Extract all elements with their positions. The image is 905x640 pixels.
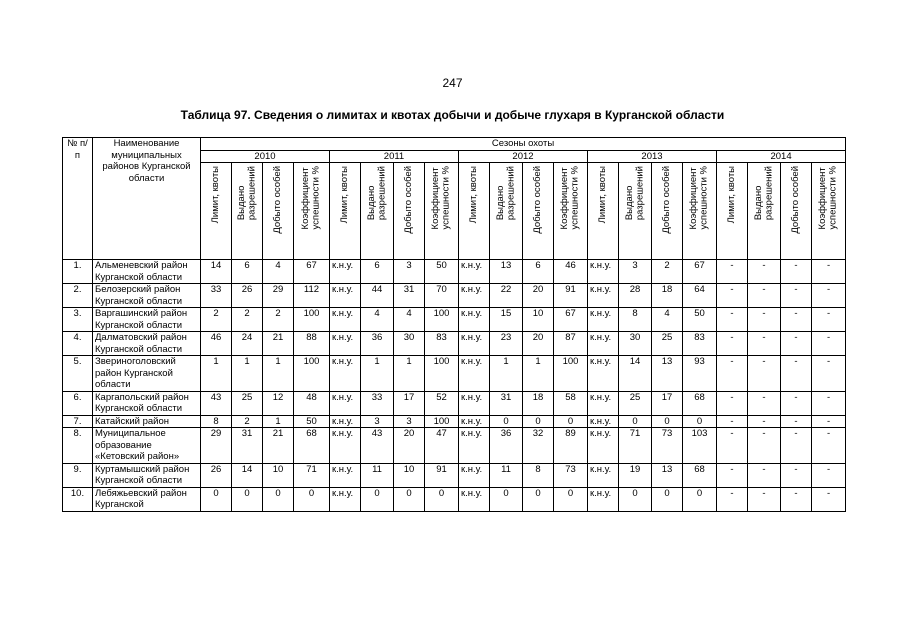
table-cell: 10 <box>263 463 294 487</box>
table-cell: 24 <box>232 332 263 356</box>
table-cell: - <box>748 463 781 487</box>
table-cell: 43 <box>361 428 394 464</box>
district-name: Лебяжьевский район Курганской <box>93 487 201 511</box>
table-cell: к.н.у. <box>459 308 490 332</box>
table-cell: 68 <box>683 463 717 487</box>
table-cell: 11 <box>361 463 394 487</box>
table-row <box>63 332 846 356</box>
table-cell: 67 <box>554 308 588 332</box>
district-name: Альменевский район Курганской области <box>93 260 201 284</box>
table-cell: к.н.у. <box>459 487 490 511</box>
table-cell: 10 <box>523 308 554 332</box>
table-cell: 100 <box>425 415 459 428</box>
table-cell: 29 <box>201 428 232 464</box>
table-cell: - <box>812 356 846 392</box>
table-cell: 3 <box>394 415 425 428</box>
table-cell: 88 <box>294 332 330 356</box>
table-cell: 8 <box>201 415 232 428</box>
table-cell: 100 <box>425 308 459 332</box>
table-cell: 26 <box>232 284 263 308</box>
table-cell: 14 <box>232 463 263 487</box>
table-cell: 3 <box>619 260 652 284</box>
header-metric: Выдано разрешений <box>232 163 263 260</box>
table-cell: 43 <box>201 391 232 415</box>
table-cell: 0 <box>232 487 263 511</box>
table-cell: к.н.у. <box>459 463 490 487</box>
table-cell: к.н.у. <box>588 428 619 464</box>
table-cell: 0 <box>619 487 652 511</box>
table-cell: - <box>781 463 812 487</box>
table-cell: 21 <box>263 332 294 356</box>
table-cell: - <box>717 391 748 415</box>
row-number: 8. <box>63 428 93 464</box>
table-row <box>63 284 846 308</box>
table-cell: к.н.у. <box>588 308 619 332</box>
table-cell: к.н.у. <box>459 415 490 428</box>
table-cell: - <box>717 463 748 487</box>
table-cell: - <box>812 463 846 487</box>
table-cell: - <box>812 391 846 415</box>
table-cell: 20 <box>523 332 554 356</box>
table-cell: 6 <box>523 260 554 284</box>
table-cell: 64 <box>683 284 717 308</box>
table-cell: - <box>781 391 812 415</box>
table-cell: 25 <box>619 391 652 415</box>
header-metric: Коэффициент успешности % <box>554 163 588 260</box>
table-cell: - <box>748 487 781 511</box>
table-row <box>63 415 846 428</box>
table-cell: 10 <box>394 463 425 487</box>
table-cell: 93 <box>683 356 717 392</box>
header-metric: Лимит, квоты <box>459 163 490 260</box>
table-cell: 13 <box>652 356 683 392</box>
table-cell: 67 <box>683 260 717 284</box>
table-cell: 1 <box>490 356 523 392</box>
table-cell: 71 <box>619 428 652 464</box>
table-cell: к.н.у. <box>588 487 619 511</box>
table-cell: к.н.у. <box>330 356 361 392</box>
table-cell: к.н.у. <box>588 463 619 487</box>
table-cell: - <box>717 308 748 332</box>
table-cell: 1 <box>263 356 294 392</box>
table-cell: - <box>781 415 812 428</box>
table-cell: 25 <box>232 391 263 415</box>
table-cell: к.н.у. <box>459 391 490 415</box>
table-cell: 48 <box>294 391 330 415</box>
table-cell: 0 <box>554 415 588 428</box>
header-metric: Лимит, квоты <box>588 163 619 260</box>
table-cell: 2 <box>652 260 683 284</box>
header-seasons: Сезоны охоты <box>201 138 846 151</box>
table-cell: 8 <box>523 463 554 487</box>
table-cell: - <box>781 284 812 308</box>
table-cell: 29 <box>263 284 294 308</box>
table-cell: к.н.у. <box>588 415 619 428</box>
district-name: Каргапольский район Курганской области <box>93 391 201 415</box>
table-cell: 20 <box>523 284 554 308</box>
header-year-2012: 2012 <box>459 150 588 163</box>
table-cell: - <box>717 415 748 428</box>
table-cell: 0 <box>490 487 523 511</box>
table-cell: 58 <box>554 391 588 415</box>
table-cell: - <box>748 415 781 428</box>
table-cell: 0 <box>554 487 588 511</box>
table-cell: 21 <box>263 428 294 464</box>
header-number: № п/п <box>63 138 93 260</box>
table-cell: 28 <box>619 284 652 308</box>
table-cell: 31 <box>232 428 263 464</box>
table-cell: 46 <box>554 260 588 284</box>
table-cell: 1 <box>523 356 554 392</box>
table-cell: - <box>748 308 781 332</box>
district-name: Звериноголовский район Курганской области <box>93 356 201 392</box>
table-cell: 19 <box>619 463 652 487</box>
table-cell: 0 <box>425 487 459 511</box>
table-cell: 33 <box>201 284 232 308</box>
header-metric: Выдано разрешений <box>361 163 394 260</box>
header-metric: Выдано разрешений <box>619 163 652 260</box>
table-cell: к.н.у. <box>330 308 361 332</box>
table-cell: 52 <box>425 391 459 415</box>
table-cell: - <box>748 260 781 284</box>
row-number: 7. <box>63 415 93 428</box>
table-cell: - <box>748 332 781 356</box>
table-cell: к.н.у. <box>330 463 361 487</box>
table-cell: 100 <box>425 356 459 392</box>
district-name: Куртамышский район Курганской области <box>93 463 201 487</box>
table-cell: 47 <box>425 428 459 464</box>
table-cell: 32 <box>523 428 554 464</box>
table-cell: - <box>781 308 812 332</box>
table-cell: 0 <box>683 415 717 428</box>
table-cell: - <box>748 284 781 308</box>
table-cell: 18 <box>523 391 554 415</box>
table-cell: - <box>781 332 812 356</box>
table-cell: к.н.у. <box>588 332 619 356</box>
table-cell: 83 <box>425 332 459 356</box>
header-metric: Добыто особей <box>652 163 683 260</box>
table-cell: 2 <box>263 308 294 332</box>
table-title: Таблица 97. Сведения о лимитах и квотах добычи и добыче глухаря в Курганской области <box>180 108 725 122</box>
header-metric: Лимит, квоты <box>330 163 361 260</box>
table-cell: 0 <box>490 415 523 428</box>
table-cell: - <box>812 428 846 464</box>
table-cell: 14 <box>619 356 652 392</box>
table-cell: 1 <box>201 356 232 392</box>
table-cell: 4 <box>394 308 425 332</box>
table-cell: 103 <box>683 428 717 464</box>
table-cell: - <box>812 284 846 308</box>
table-cell: к.н.у. <box>588 260 619 284</box>
table-cell: 70 <box>425 284 459 308</box>
table-cell: 3 <box>361 415 394 428</box>
table-cell: 2 <box>232 308 263 332</box>
table-cell: 46 <box>201 332 232 356</box>
table-cell: - <box>748 356 781 392</box>
table-cell: к.н.у. <box>330 332 361 356</box>
header-metric: Коэффициент успешности % <box>812 163 846 260</box>
table-cell: 0 <box>394 487 425 511</box>
table-cell: 17 <box>652 391 683 415</box>
table-cell: 6 <box>232 260 263 284</box>
table-cell: 6 <box>361 260 394 284</box>
table-cell: к.н.у. <box>459 356 490 392</box>
table-cell: 91 <box>425 463 459 487</box>
table-cell: к.н.у. <box>330 284 361 308</box>
table-cell: - <box>812 487 846 511</box>
row-number: 1. <box>63 260 93 284</box>
table-cell: - <box>781 356 812 392</box>
table-cell: 25 <box>652 332 683 356</box>
header-metric: Коэффициент успешности % <box>294 163 330 260</box>
table-cell: 0 <box>263 487 294 511</box>
row-number: 2. <box>63 284 93 308</box>
district-name: Далматовский район Курганской области <box>93 332 201 356</box>
table-cell: 30 <box>394 332 425 356</box>
table-cell: - <box>781 260 812 284</box>
table-cell: 0 <box>523 487 554 511</box>
table-row <box>63 487 846 511</box>
table-cell: - <box>717 284 748 308</box>
table-cell: 2 <box>201 308 232 332</box>
table-cell: 100 <box>294 356 330 392</box>
table-cell: 14 <box>201 260 232 284</box>
table-cell: 50 <box>425 260 459 284</box>
table-cell: - <box>717 428 748 464</box>
table-cell: 44 <box>361 284 394 308</box>
table-cell: 0 <box>201 487 232 511</box>
table-cell: к.н.у. <box>330 260 361 284</box>
table-cell: 26 <box>201 463 232 487</box>
table-cell: к.н.у. <box>330 415 361 428</box>
table-cell: - <box>717 332 748 356</box>
header-metric: Добыто особей <box>523 163 554 260</box>
header-year-2010: 2010 <box>201 150 330 163</box>
grouse-limits-table <box>62 137 846 512</box>
table-cell: - <box>812 308 846 332</box>
table-cell: 15 <box>490 308 523 332</box>
header-year-2011: 2011 <box>330 150 459 163</box>
table-cell: 112 <box>294 284 330 308</box>
header-metric: Добыто особей <box>394 163 425 260</box>
table-cell: 0 <box>523 415 554 428</box>
table-row <box>63 428 846 464</box>
table-row <box>63 463 846 487</box>
table-cell: 0 <box>361 487 394 511</box>
table-cell: - <box>812 332 846 356</box>
table-cell: 12 <box>263 391 294 415</box>
table-cell: 2 <box>232 415 263 428</box>
district-name: Варгашинский район Курганской области <box>93 308 201 332</box>
table-cell: 73 <box>652 428 683 464</box>
table-cell: 4 <box>652 308 683 332</box>
table-cell: 31 <box>394 284 425 308</box>
row-number: 5. <box>63 356 93 392</box>
table-cell: - <box>717 487 748 511</box>
table-cell: 33 <box>361 391 394 415</box>
table-cell: к.н.у. <box>588 356 619 392</box>
table-cell: 50 <box>294 415 330 428</box>
district-name: Катайский район <box>93 415 201 428</box>
table-cell: 83 <box>683 332 717 356</box>
row-number: 10. <box>63 487 93 511</box>
header-year-2013: 2013 <box>588 150 717 163</box>
table-cell: 1 <box>263 415 294 428</box>
table-cell: 91 <box>554 284 588 308</box>
table-cell: к.н.у. <box>459 284 490 308</box>
table-cell: 1 <box>394 356 425 392</box>
table-row <box>63 356 846 392</box>
table-cell: к.н.у. <box>459 260 490 284</box>
table-cell: 87 <box>554 332 588 356</box>
table-cell: 20 <box>394 428 425 464</box>
district-name: Белозерский район Курганской области <box>93 284 201 308</box>
table-cell: 100 <box>294 308 330 332</box>
table-cell: 0 <box>294 487 330 511</box>
table-cell: 11 <box>490 463 523 487</box>
header-district-name: Наименование муниципальных районов Курганской области <box>93 138 201 260</box>
table-cell: 13 <box>490 260 523 284</box>
row-number: 3. <box>63 308 93 332</box>
table-cell: 18 <box>652 284 683 308</box>
table-cell: к.н.у. <box>330 391 361 415</box>
table-cell: к.н.у. <box>330 487 361 511</box>
page-number: 247 <box>442 76 463 90</box>
header-metric: Лимит, квоты <box>717 163 748 260</box>
row-number: 6. <box>63 391 93 415</box>
table-cell: к.н.у. <box>459 428 490 464</box>
table-cell: 0 <box>652 487 683 511</box>
table-cell: - <box>812 415 846 428</box>
table-cell: 36 <box>490 428 523 464</box>
table-cell: 67 <box>294 260 330 284</box>
header-row-seasons <box>63 138 846 151</box>
table-cell: - <box>781 487 812 511</box>
row-number: 9. <box>63 463 93 487</box>
header-metric: Добыто особей <box>263 163 294 260</box>
table-cell: 73 <box>554 463 588 487</box>
table-cell: 36 <box>361 332 394 356</box>
table-cell: 22 <box>490 284 523 308</box>
table-cell: к.н.у. <box>459 332 490 356</box>
table-cell: к.н.у. <box>588 391 619 415</box>
table-cell: 68 <box>294 428 330 464</box>
header-metric: Коэффициент успешности % <box>683 163 717 260</box>
district-name: Муниципальное образование «Кетовский район» <box>93 428 201 464</box>
table-cell: 1 <box>232 356 263 392</box>
table-cell: 71 <box>294 463 330 487</box>
table-cell: 0 <box>619 415 652 428</box>
table-cell: 0 <box>652 415 683 428</box>
table-cell: 68 <box>683 391 717 415</box>
table-cell: - <box>748 391 781 415</box>
table-cell: 13 <box>652 463 683 487</box>
table-cell: к.н.у. <box>330 428 361 464</box>
table-cell: 100 <box>554 356 588 392</box>
table-row <box>63 260 846 284</box>
table-cell: - <box>748 428 781 464</box>
table-cell: - <box>781 428 812 464</box>
table-cell: 4 <box>361 308 394 332</box>
table-cell: - <box>812 260 846 284</box>
table-row <box>63 308 846 332</box>
row-number: 4. <box>63 332 93 356</box>
table-cell: 4 <box>263 260 294 284</box>
table-cell: - <box>717 260 748 284</box>
table-row <box>63 391 846 415</box>
table-cell: 89 <box>554 428 588 464</box>
table-cell: - <box>717 356 748 392</box>
table-cell: 31 <box>490 391 523 415</box>
header-year-2014: 2014 <box>717 150 846 163</box>
header-metric: Добыто особей <box>781 163 812 260</box>
table-cell: 50 <box>683 308 717 332</box>
table-cell: 17 <box>394 391 425 415</box>
header-metric: Лимит, квоты <box>201 163 232 260</box>
header-metric: Выдано разрешений <box>490 163 523 260</box>
header-metric: Выдано разрешений <box>748 163 781 260</box>
header-metric: Коэффициент успешности % <box>425 163 459 260</box>
table-cell: 30 <box>619 332 652 356</box>
table-cell: к.н.у. <box>588 284 619 308</box>
table-cell: 8 <box>619 308 652 332</box>
table-cell: 1 <box>361 356 394 392</box>
table-cell: 23 <box>490 332 523 356</box>
table-cell: 3 <box>394 260 425 284</box>
table-cell: 0 <box>683 487 717 511</box>
